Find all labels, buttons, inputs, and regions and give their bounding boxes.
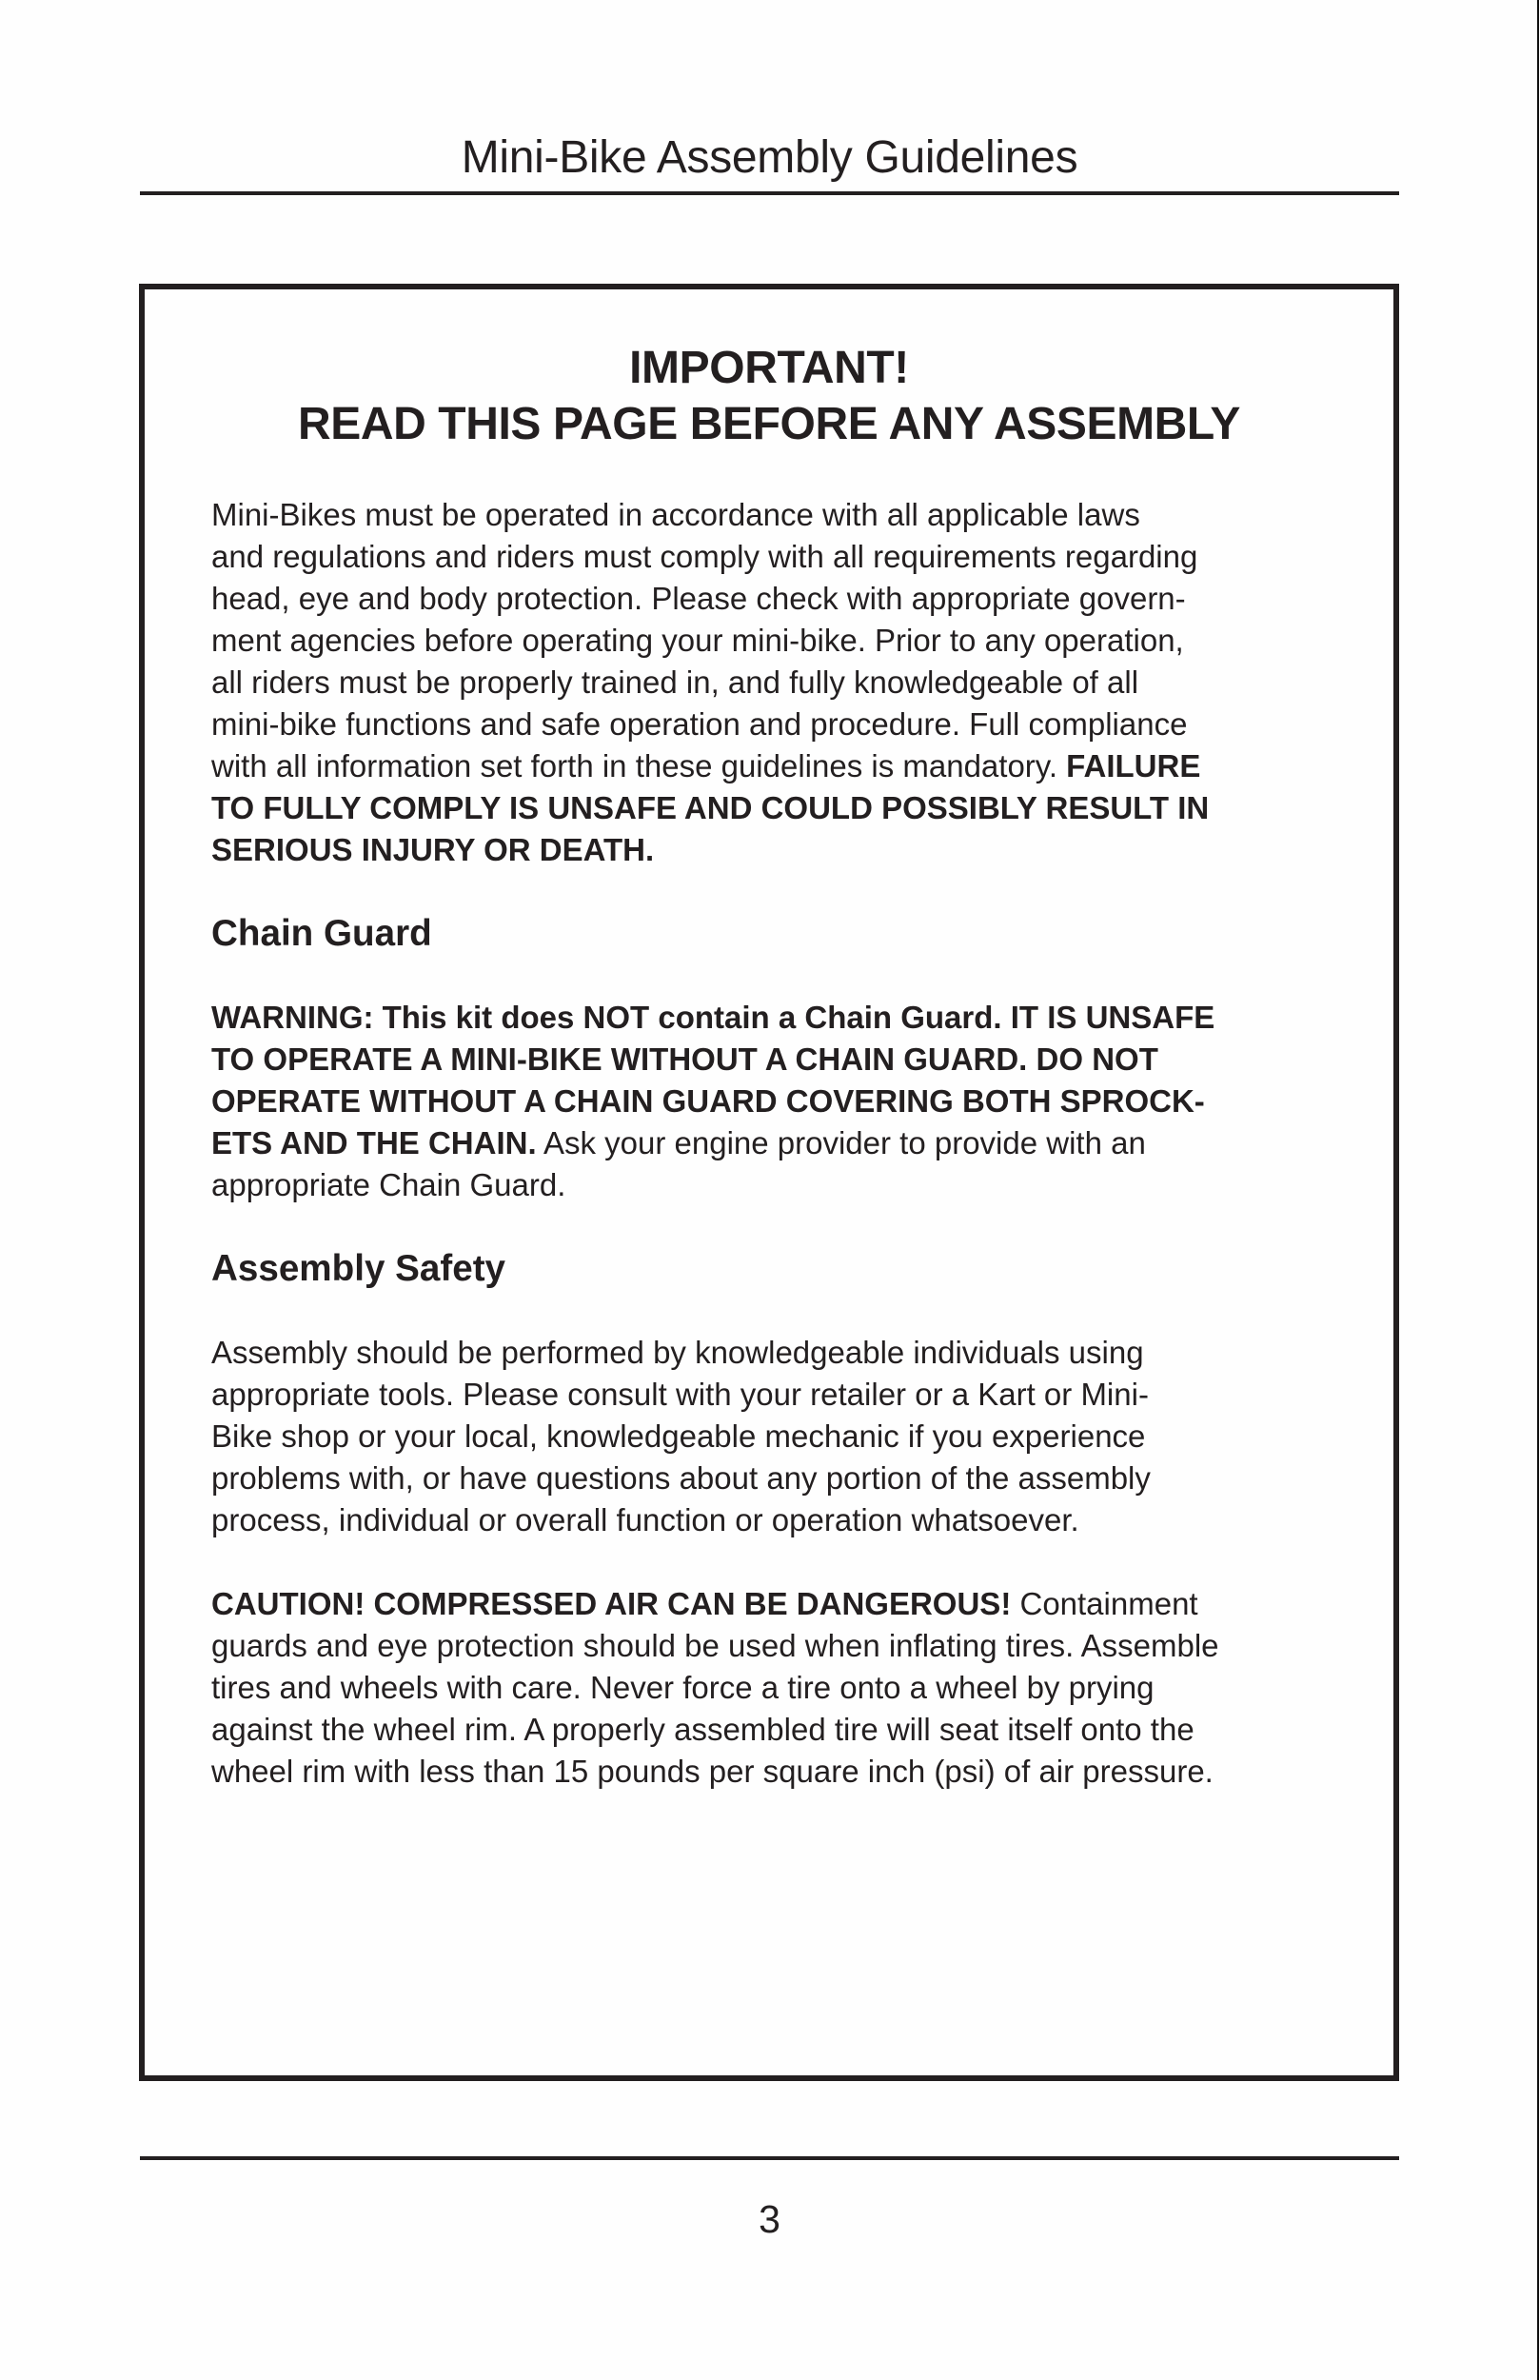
- body-text: Assembly should be performed by knowledgeable individuals using: [211, 1335, 1144, 1370]
- paragraph-line: [211, 997, 1372, 1039]
- bold-warning-text: WARNING: This kit does NOT contain a Chain Guard. IT IS UNSAFE: [211, 1000, 1215, 1035]
- body-text: appropriate Chain Guard.: [211, 1167, 566, 1202]
- body-text: appropriate tools. Please consult with your retailer or a Kart or Mini-: [211, 1377, 1149, 1412]
- paragraph-line: [211, 578, 1372, 620]
- paragraph-line: [211, 1583, 1372, 1625]
- bold-warning-text: TO OPERATE A MINI-BIKE WITHOUT A CHAIN GUARD. DO NOT: [211, 1041, 1158, 1077]
- paragraph-line: [211, 1164, 1372, 1206]
- section-heading: Assembly Safety: [211, 1248, 506, 1289]
- footer-rule: [140, 2156, 1399, 2160]
- paragraph-line: [211, 1081, 1372, 1122]
- notice-heading-line-1: IMPORTANT!: [629, 343, 909, 393]
- body-text: ment agencies before operating your mini-bike. Prior to any operation,: [211, 623, 1184, 658]
- paragraph-line: [211, 829, 1372, 871]
- body-text: wheel rim with less than 15 pounds per square inch (psi) of air pressure.: [211, 1754, 1214, 1789]
- paragraph-line: [211, 1667, 1372, 1709]
- body-paragraph: [211, 1332, 1372, 1541]
- bold-warning-text: CAUTION! COMPRESSED AIR CAN BE DANGEROUS!: [211, 1586, 1012, 1621]
- paragraph-line: [211, 704, 1372, 745]
- body-text: tires and wheels with care. Never force a tire onto a wheel by prying: [211, 1670, 1155, 1705]
- running-head-title: Mini-Bike Assembly Guidelines: [461, 132, 1078, 183]
- bold-warning-text: OPERATE WITHOUT A CHAIN GUARD COVERING BOTH SPROCK-: [211, 1083, 1205, 1119]
- body-text: all riders must be properly trained in, and fully knowledgeable of all: [211, 664, 1139, 700]
- paragraph-line: [211, 662, 1372, 704]
- paragraph-line: [211, 536, 1372, 578]
- body-paragraph: [211, 997, 1372, 1206]
- paragraph-line: [211, 1332, 1372, 1374]
- paragraph-line: [211, 745, 1372, 787]
- body-paragraph: [211, 494, 1372, 871]
- paragraph-line: [211, 1416, 1372, 1458]
- body-text: Ask your engine provider to provide with an: [536, 1125, 1146, 1160]
- body-text: Bike shop or your local, knowledgeable mechanic if you experience: [211, 1418, 1146, 1454]
- notice-body: [211, 494, 1372, 1793]
- bold-warning-text: TO FULLY COMPLY IS UNSAFE AND COULD POSSIBLY RESULT IN: [211, 790, 1210, 825]
- paragraph-line: [211, 1709, 1372, 1751]
- section-heading: Chain Guard: [211, 913, 432, 954]
- body-text: mini-bike functions and safe operation and procedure. Full compliance: [211, 706, 1188, 742]
- paragraph-line: [211, 1458, 1372, 1499]
- body-text: problems with, or have questions about any portion of the assembly: [211, 1460, 1151, 1496]
- body-text: and regulations and riders must comply with all requirements regarding: [211, 539, 1198, 574]
- notice-heading-line-2: READ THIS PAGE BEFORE ANY ASSEMBLY: [297, 399, 1241, 449]
- header-rule: [140, 191, 1399, 195]
- body-text: process, individual or overall function or operation whatsoever.: [211, 1502, 1079, 1537]
- page-number: 3: [759, 2197, 780, 2241]
- body-paragraph: [211, 1583, 1372, 1793]
- paragraph-line: [211, 1499, 1372, 1541]
- body-text: guards and eye protection should be used when inflating tires. Assemble: [211, 1628, 1219, 1663]
- paragraph-line: [211, 1122, 1372, 1164]
- body-text: Mini-Bikes must be operated in accordance with all applicable laws: [211, 497, 1140, 532]
- notice-heading: [139, 340, 1399, 452]
- paragraph-line: [211, 787, 1372, 829]
- paragraph-line: [211, 494, 1372, 536]
- paragraph-line: [211, 620, 1372, 662]
- body-text: against the wheel rim. A properly assembled tire will seat itself onto the: [211, 1712, 1194, 1747]
- bold-warning-text: SERIOUS INJURY OR DEATH.: [211, 832, 655, 867]
- bold-warning-text: ETS AND THE CHAIN.: [211, 1125, 537, 1160]
- body-text: with all information set forth in these guidelines is mandatory.: [211, 748, 1067, 783]
- body-text: Containment: [1011, 1586, 1198, 1621]
- paragraph-line: [211, 1751, 1372, 1793]
- bold-warning-text: FAILURE: [1066, 748, 1201, 783]
- paragraph-line: [211, 1374, 1372, 1416]
- page-edge-line: [1537, 0, 1539, 2380]
- paragraph-line: [211, 1039, 1372, 1081]
- paragraph-line: [211, 1625, 1372, 1667]
- body-text: head, eye and body protection. Please check with appropriate govern-: [211, 581, 1186, 616]
